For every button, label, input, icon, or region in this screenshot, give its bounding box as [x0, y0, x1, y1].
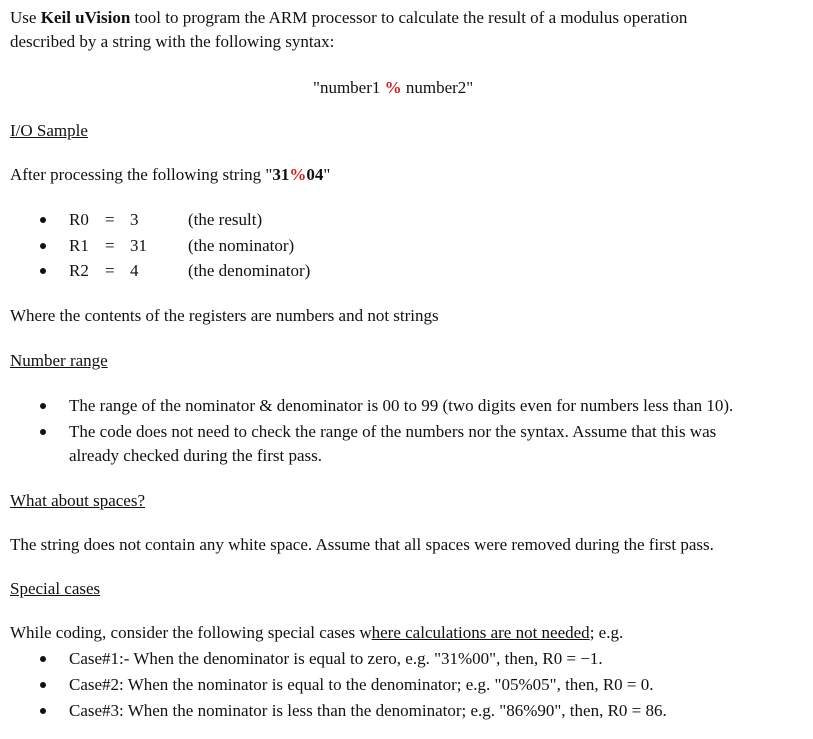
bullet-icon [40, 403, 46, 409]
bullet-icon [40, 217, 46, 223]
special-heading: Special cases [10, 579, 101, 598]
io-sample-a: 31 [272, 165, 290, 184]
io-after-quote: " [323, 165, 331, 184]
syntax-operator: % [384, 78, 402, 97]
io-after-text: After processing the following string " [10, 165, 273, 184]
io-sample-b: 04 [306, 165, 324, 184]
bullet-icon [40, 708, 46, 714]
special-intro-text: While coding, consider the following special cases w [10, 623, 372, 642]
bullet-icon [40, 682, 46, 688]
io-sample-op: % [289, 165, 307, 184]
syntax-number1: "number1 [313, 78, 385, 97]
reg-desc: (the denominator) [188, 261, 311, 280]
reg-desc: (the nominator) [188, 236, 295, 255]
io-note: Where the contents of the registers are numbers and not strings [10, 306, 439, 325]
special-case-2: Case#2: When the nominator is equal to the denominator; e.g. "05%05", then, R0 = 0. [69, 675, 654, 694]
reg-desc: (the result) [188, 210, 263, 229]
io-after-line [10, 164, 330, 186]
reg-eq: = [105, 236, 115, 255]
range-bullet-1: The range of the nominator & denominator is 00 to 99 (two digits even for numbers less than 10). [69, 396, 734, 415]
io-heading: I/O Sample [10, 121, 88, 140]
special-case-1: Case#1:- When the denominator is equal to zero, e.g. "31%00", then, R0 = −1. [69, 649, 603, 668]
reg-name: R0 [69, 210, 89, 229]
range-bullet-2-line-2: already checked during the first pass. [69, 446, 323, 465]
reg-value: 4 [130, 261, 139, 280]
bullet-icon [40, 268, 46, 274]
syntax-number2: number2" [401, 78, 474, 97]
bullet-icon [40, 243, 46, 249]
spaces-heading: What about spaces? [10, 491, 145, 510]
reg-value: 3 [130, 210, 139, 229]
intro-text: Use [10, 8, 41, 27]
syntax-line [313, 77, 473, 99]
special-intro [10, 622, 623, 644]
spaces-text: The string does not contain any white space. Assume that all spaces were removed during the first pass. [10, 535, 714, 554]
special-case-3: Case#3: When the nominator is less than the denominator; e.g. "86%90", then, R0 = 86. [69, 701, 667, 720]
range-heading: Number range [10, 351, 108, 370]
reg-eq: = [105, 261, 115, 280]
reg-value: 31 [130, 236, 147, 255]
bullet-icon [40, 656, 46, 662]
special-intro-underlined: here calculations are not needed [371, 623, 590, 642]
reg-name: R2 [69, 261, 89, 280]
special-intro-end: ; e.g. [589, 623, 624, 642]
intro-line-1 [10, 7, 687, 29]
intro-line-2: described by a string with the following syntax: [10, 32, 335, 51]
reg-name: R1 [69, 236, 89, 255]
intro-text-cont: tool to program the ARM processor to calculate the result of a modulus operation [130, 8, 688, 27]
tool-name: Keil uVision [40, 8, 131, 27]
reg-eq: = [105, 210, 115, 229]
range-bullet-2-line-1: The code does not need to check the range of the numbers nor the syntax. Assume that this was [69, 422, 717, 441]
bullet-icon [40, 429, 46, 435]
